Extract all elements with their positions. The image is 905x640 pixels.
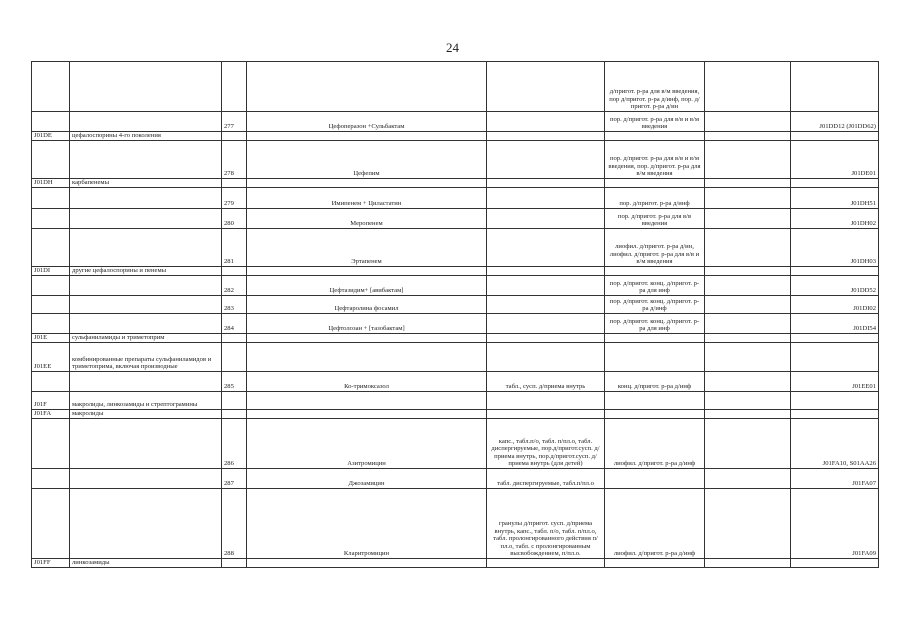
drug-name <box>247 179 487 188</box>
atc-group-code: J01FF <box>32 559 70 568</box>
atc-code <box>791 179 879 188</box>
group-name <box>70 276 222 296</box>
group-name: карбапенемы <box>70 179 222 188</box>
atc-code <box>791 410 879 419</box>
table-row <box>32 469 879 489</box>
item-number <box>222 179 247 188</box>
dosage-form-oral: гранулы д/пригот. сусп. д/приема внутрь, капс., табл. п/о, табл. п/пл.о, табл. пролонгированного действия п/пл.о, табл. с пролонгированным высвобождением, п/пл.о. <box>487 489 605 559</box>
table-row <box>32 419 879 469</box>
dosage-form-injection: пор. д/пригот. р-ра д/инф <box>605 188 705 209</box>
empty-cell <box>705 267 791 276</box>
drug-name <box>247 132 487 141</box>
atc-group-code <box>32 469 70 489</box>
dosage-form-oral <box>487 276 605 296</box>
item-number <box>222 343 247 372</box>
atc-code: J01DI02 <box>791 296 879 314</box>
atc-code: J01FA09 <box>791 489 879 559</box>
empty-cell <box>705 469 791 489</box>
empty-cell <box>705 410 791 419</box>
dosage-form-injection: пор. д/пригот. р-ра для в/в и в/м введения <box>605 112 705 132</box>
dosage-form-oral <box>487 141 605 179</box>
item-number <box>222 267 247 276</box>
item-number: 280 <box>222 209 247 229</box>
atc-code: J01EE01 <box>791 372 879 392</box>
atc-group-code <box>32 112 70 132</box>
item-number: 287 <box>222 469 247 489</box>
table-row <box>32 334 879 343</box>
table-row <box>32 188 879 209</box>
atc-code <box>791 62 879 112</box>
group-name: макролиды, линкозамиды и стрептограмины <box>70 392 222 410</box>
dosage-form-oral <box>487 209 605 229</box>
atc-code <box>791 343 879 372</box>
table-row <box>32 343 879 372</box>
dosage-form-oral <box>487 343 605 372</box>
atc-group-code <box>32 372 70 392</box>
item-number: 279 <box>222 188 247 209</box>
group-name <box>70 314 222 334</box>
item-number <box>222 62 247 112</box>
table-row <box>32 209 879 229</box>
dosage-form-injection <box>605 343 705 372</box>
drug-name <box>247 392 487 410</box>
atc-code <box>791 334 879 343</box>
group-name <box>70 62 222 112</box>
drug-name <box>247 334 487 343</box>
item-number: 286 <box>222 419 247 469</box>
atc-group-code <box>32 419 70 469</box>
group-name: линкозамиды <box>70 559 222 568</box>
dosage-form-oral <box>487 410 605 419</box>
atc-group-code <box>32 276 70 296</box>
dosage-form-oral <box>487 229 605 267</box>
empty-cell <box>705 141 791 179</box>
empty-cell <box>705 296 791 314</box>
table-row <box>32 489 879 559</box>
item-number: 277 <box>222 112 247 132</box>
table-row <box>32 372 879 392</box>
drug-name <box>247 62 487 112</box>
table-row <box>32 392 879 410</box>
drug-list-table <box>31 61 879 568</box>
atc-group-code <box>32 489 70 559</box>
drug-name: Ко-тримоксазол <box>247 372 487 392</box>
item-number: 285 <box>222 372 247 392</box>
dosage-form-oral <box>487 296 605 314</box>
dosage-form-oral <box>487 112 605 132</box>
atc-group-code: J01DH <box>32 179 70 188</box>
drug-name: Джозамицин <box>247 469 487 489</box>
dosage-form-injection: пор. д/пригот. конц. д/пригот. р-ра для инф <box>605 314 705 334</box>
atc-group-code <box>32 188 70 209</box>
table-row <box>32 229 879 267</box>
item-number <box>222 132 247 141</box>
drug-name: Кларитромицин <box>247 489 487 559</box>
drug-name: Имипенем + Циластатин <box>247 188 487 209</box>
dosage-form-injection: пор. д/пригот. р-ра для в/в введения <box>605 209 705 229</box>
atc-group-code <box>32 229 70 267</box>
atc-group-code: J01E <box>32 334 70 343</box>
atc-code: J01DH03 <box>791 229 879 267</box>
empty-cell <box>705 112 791 132</box>
table-row <box>32 62 879 112</box>
dosage-form-oral <box>487 559 605 568</box>
dosage-form-oral <box>487 392 605 410</box>
dosage-form-injection <box>605 410 705 419</box>
empty-cell <box>705 419 791 469</box>
empty-cell <box>705 334 791 343</box>
empty-cell <box>705 489 791 559</box>
atc-group-code: J01DI <box>32 267 70 276</box>
atc-group-code: J01EE <box>32 343 70 372</box>
dosage-form-injection <box>605 334 705 343</box>
dosage-form-injection <box>605 267 705 276</box>
atc-code: J01DE01 <box>791 141 879 179</box>
table-row <box>32 276 879 296</box>
drug-name <box>247 559 487 568</box>
drug-name: Азитромицин <box>247 419 487 469</box>
atc-group-code <box>32 296 70 314</box>
group-name: макролиды <box>70 410 222 419</box>
atc-code: J01FA07 <box>791 469 879 489</box>
item-number <box>222 410 247 419</box>
item-number: 283 <box>222 296 247 314</box>
empty-cell <box>705 62 791 112</box>
item-number: 282 <box>222 276 247 296</box>
dosage-form-injection: конц. д/пригот. р-ра д/инф <box>605 372 705 392</box>
drug-name <box>247 410 487 419</box>
group-name <box>70 469 222 489</box>
empty-cell <box>705 559 791 568</box>
empty-cell <box>705 179 791 188</box>
table-row <box>32 141 879 179</box>
group-name <box>70 112 222 132</box>
drug-name: Цефтаролина фосамил <box>247 296 487 314</box>
dosage-form-oral <box>487 267 605 276</box>
drug-name: Меропенем <box>247 209 487 229</box>
group-name <box>70 419 222 469</box>
empty-cell <box>705 188 791 209</box>
atc-code: J01FA10, S01AA26 <box>791 419 879 469</box>
dosage-form-oral <box>487 62 605 112</box>
drug-name <box>247 343 487 372</box>
table-row <box>32 559 879 568</box>
table-row <box>32 314 879 334</box>
atc-code <box>791 267 879 276</box>
item-number: 278 <box>222 141 247 179</box>
atc-code: J01DD52 <box>791 276 879 296</box>
atc-code: J01DD12 (J01DD62) <box>791 112 879 132</box>
dosage-form-injection: лиофил. д/пригот. р-ра д/ин, лиофил. д/пригот. р-ра для в/в и в/м введения <box>605 229 705 267</box>
table-row <box>32 179 879 188</box>
group-name <box>70 296 222 314</box>
dosage-form-injection: пор. д/пригот. конц. д/пригот. р-ра для инф <box>605 276 705 296</box>
atc-group-code: J01F <box>32 392 70 410</box>
group-name: другие цефалоспорины и пенемы <box>70 267 222 276</box>
group-name <box>70 372 222 392</box>
drug-name: Цефепим <box>247 141 487 179</box>
dosage-form-injection: пор. д/пригот. конц. д/пригот. р-ра д/инф <box>605 296 705 314</box>
dosage-form-injection: лиофил. д/пригот. р-ра д/инф <box>605 419 705 469</box>
dosage-form-injection <box>605 179 705 188</box>
group-name <box>70 489 222 559</box>
empty-cell <box>705 392 791 410</box>
group-name <box>70 209 222 229</box>
atc-code <box>791 559 879 568</box>
dosage-form-oral <box>487 132 605 141</box>
group-name: цефалоспорины 4-го поколения <box>70 132 222 141</box>
item-number <box>222 559 247 568</box>
drug-name <box>247 267 487 276</box>
empty-cell <box>705 132 791 141</box>
atc-code <box>791 132 879 141</box>
empty-cell <box>705 314 791 334</box>
item-number: 281 <box>222 229 247 267</box>
dosage-form-injection <box>605 559 705 568</box>
group-name <box>70 229 222 267</box>
atc-code: J01DH51 <box>791 188 879 209</box>
empty-cell <box>705 229 791 267</box>
drug-name: Цефтазидим+ [авибактам] <box>247 276 487 296</box>
item-number <box>222 334 247 343</box>
empty-cell <box>705 209 791 229</box>
table-row <box>32 267 879 276</box>
group-name <box>70 141 222 179</box>
atc-group-code: J01DE <box>32 132 70 141</box>
dosage-form-oral: табл. диспергируемые, табл.п/пл.о <box>487 469 605 489</box>
dosage-form-oral: табл., сусп. д/приема внутрь <box>487 372 605 392</box>
table-row <box>32 112 879 132</box>
atc-group-code <box>32 314 70 334</box>
table-row <box>32 296 879 314</box>
atc-group-code: J01FA <box>32 410 70 419</box>
item-number: 288 <box>222 489 247 559</box>
atc-code: J01DI54 <box>791 314 879 334</box>
group-name: комбинированные препараты сульфаниламидов и триметоприма, включая производные <box>70 343 222 372</box>
dosage-form-injection <box>605 132 705 141</box>
group-name: сульфаниламиды и триметоприм <box>70 334 222 343</box>
atc-code <box>791 392 879 410</box>
drug-name: Эртапенем <box>247 229 487 267</box>
dosage-form-oral <box>487 188 605 209</box>
item-number <box>222 392 247 410</box>
dosage-form-injection: лиофил. д/пригот. р-ра д/инф <box>605 489 705 559</box>
item-number: 284 <box>222 314 247 334</box>
dosage-form-injection: д/пригот. р-ра для в/м введения, пор д/пригот. р-ра д/инф, пор. д/пригот. р-ра д/ин <box>605 62 705 112</box>
atc-group-code <box>32 141 70 179</box>
dosage-form-oral: капс., табл.п/о, табл. п/пл.о, табл. диспергируемые, пор.д/пригот.сусп. д/приема внутрь, пор.д/пригот.сусп. д/приема внутрь (для детей) <box>487 419 605 469</box>
empty-cell <box>705 372 791 392</box>
empty-cell <box>705 343 791 372</box>
empty-cell <box>705 276 791 296</box>
dosage-form-injection: пор. д/пригот. р-ра для в/в и в/м введения, пор. д/пригот. р-ра для в/м введения <box>605 141 705 179</box>
table-row <box>32 410 879 419</box>
dosage-form-injection <box>605 469 705 489</box>
page-number: 24 <box>446 40 459 55</box>
drug-name: Цефтолозан + [тазобактам] <box>247 314 487 334</box>
dosage-form-injection <box>605 392 705 410</box>
atc-code: J01DH02 <box>791 209 879 229</box>
group-name <box>70 188 222 209</box>
dosage-form-oral <box>487 179 605 188</box>
atc-group-code <box>32 209 70 229</box>
dosage-form-oral <box>487 334 605 343</box>
drug-name: Цефоперазон +Сульбактам <box>247 112 487 132</box>
table-row <box>32 132 879 141</box>
atc-group-code <box>32 62 70 112</box>
dosage-form-oral <box>487 314 605 334</box>
